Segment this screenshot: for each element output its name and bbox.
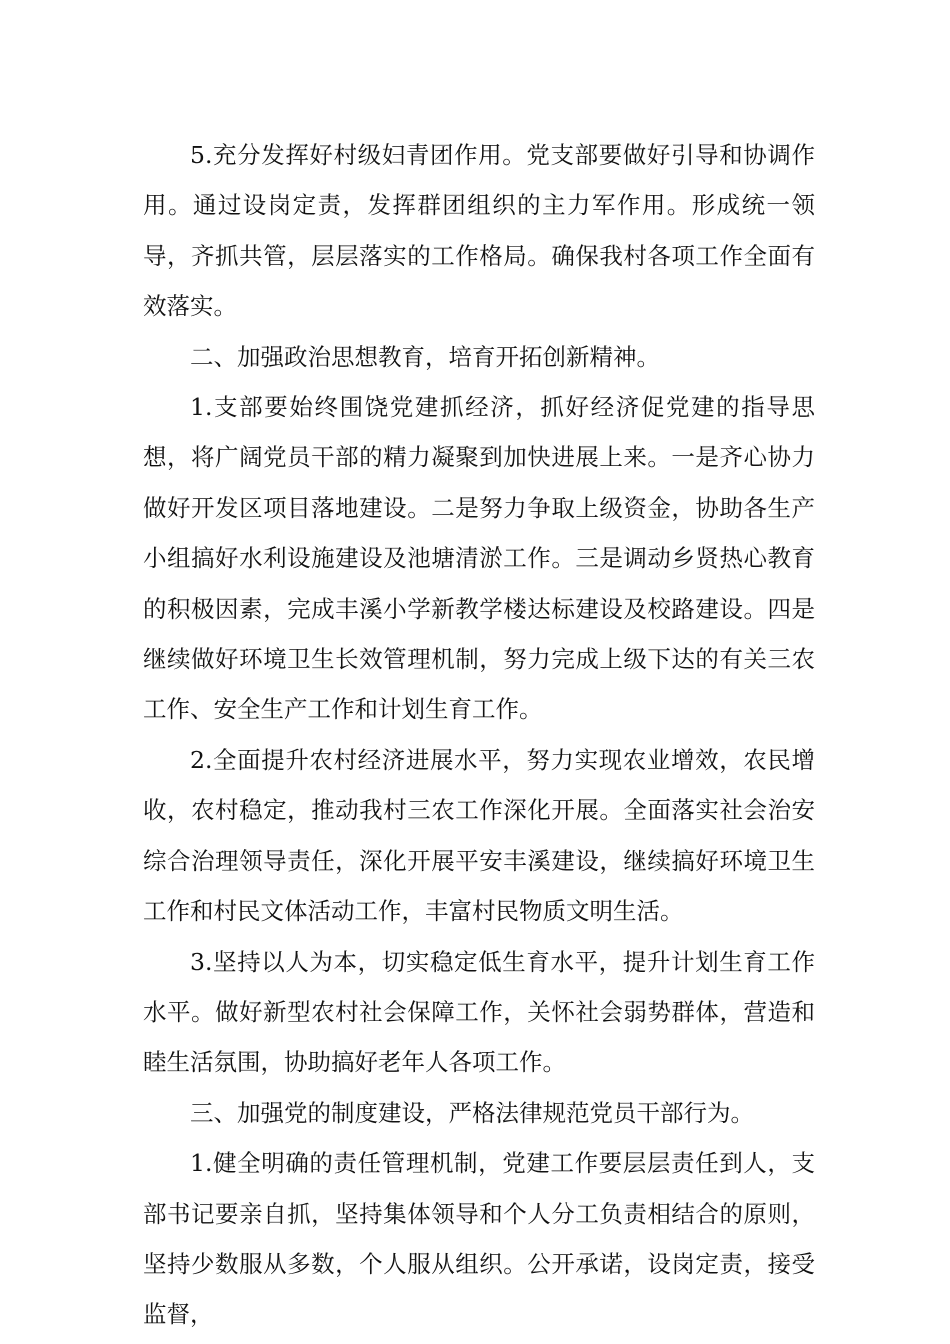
paragraph-1-economy: 1.支部要始终围饶党建抓经济，抓好经济促党建的指导思想，将广阔党员干部的精力凝聚到加快进展上来。一是齐心协力做好开发区项目落地建设。二是努力争取上级资金，协助各生产小组搞好水利设施建设及池塘清淤工作。三是调动乡贤热心教育的积极因素，完成丰溪小学新教学楼达标建设及校路建设。四是继续做好环境卫生长效管理机制，努力完成上级下达的有关三农工作、安全生产工作和计划生育工作。 bbox=[143, 393, 815, 724]
document-body bbox=[143, 130, 815, 1340]
section-heading-2: 二、加强政治思想教育，培育开拓创新精神。 bbox=[190, 342, 660, 371]
paragraph-1-responsibility: 1.健全明确的责任管理机制，党建工作要层层责任到人，支部书记要亲自抓，坚持集体领导和个人分工负责相结合的原则，坚持少数服从多数，个人服从组织。公开承诺，设岗定责，接受监督， bbox=[143, 1149, 815, 1329]
section-heading-3: 三、加强党的制度建设，严格法律规范党员干部行为。 bbox=[190, 1098, 754, 1127]
paragraph-5-women-youth-groups: 5.充分发挥好村级妇青团作用。党支部要做好引导和协调作用。通过设岗定责，发挥群团组织的主力军作用。形成统一领导，齐抓共管，层层落实的工作格局。确保我村各项工作全面有效落实。 bbox=[143, 141, 815, 321]
paragraph-3-people-oriented: 3.坚持以人为本，切实稳定低生育水平，提升计划生育工作水平。做好新型农村社会保障工作，关怀社会弱势群体，营造和睦生活氛围，协助搞好老年人各项工作。 bbox=[143, 947, 815, 1077]
paragraph-2-rural-development: 2.全面提升农村经济进展水平，努力实现农业增效，农民增收，农村稳定，推动我村三农工作深化开展。全面落实社会治安综合治理领导责任，深化开展平安丰溪建设，继续搞好环境卫生工作和村民文体活动工作，丰富村民物质文明生活。 bbox=[143, 745, 815, 926]
